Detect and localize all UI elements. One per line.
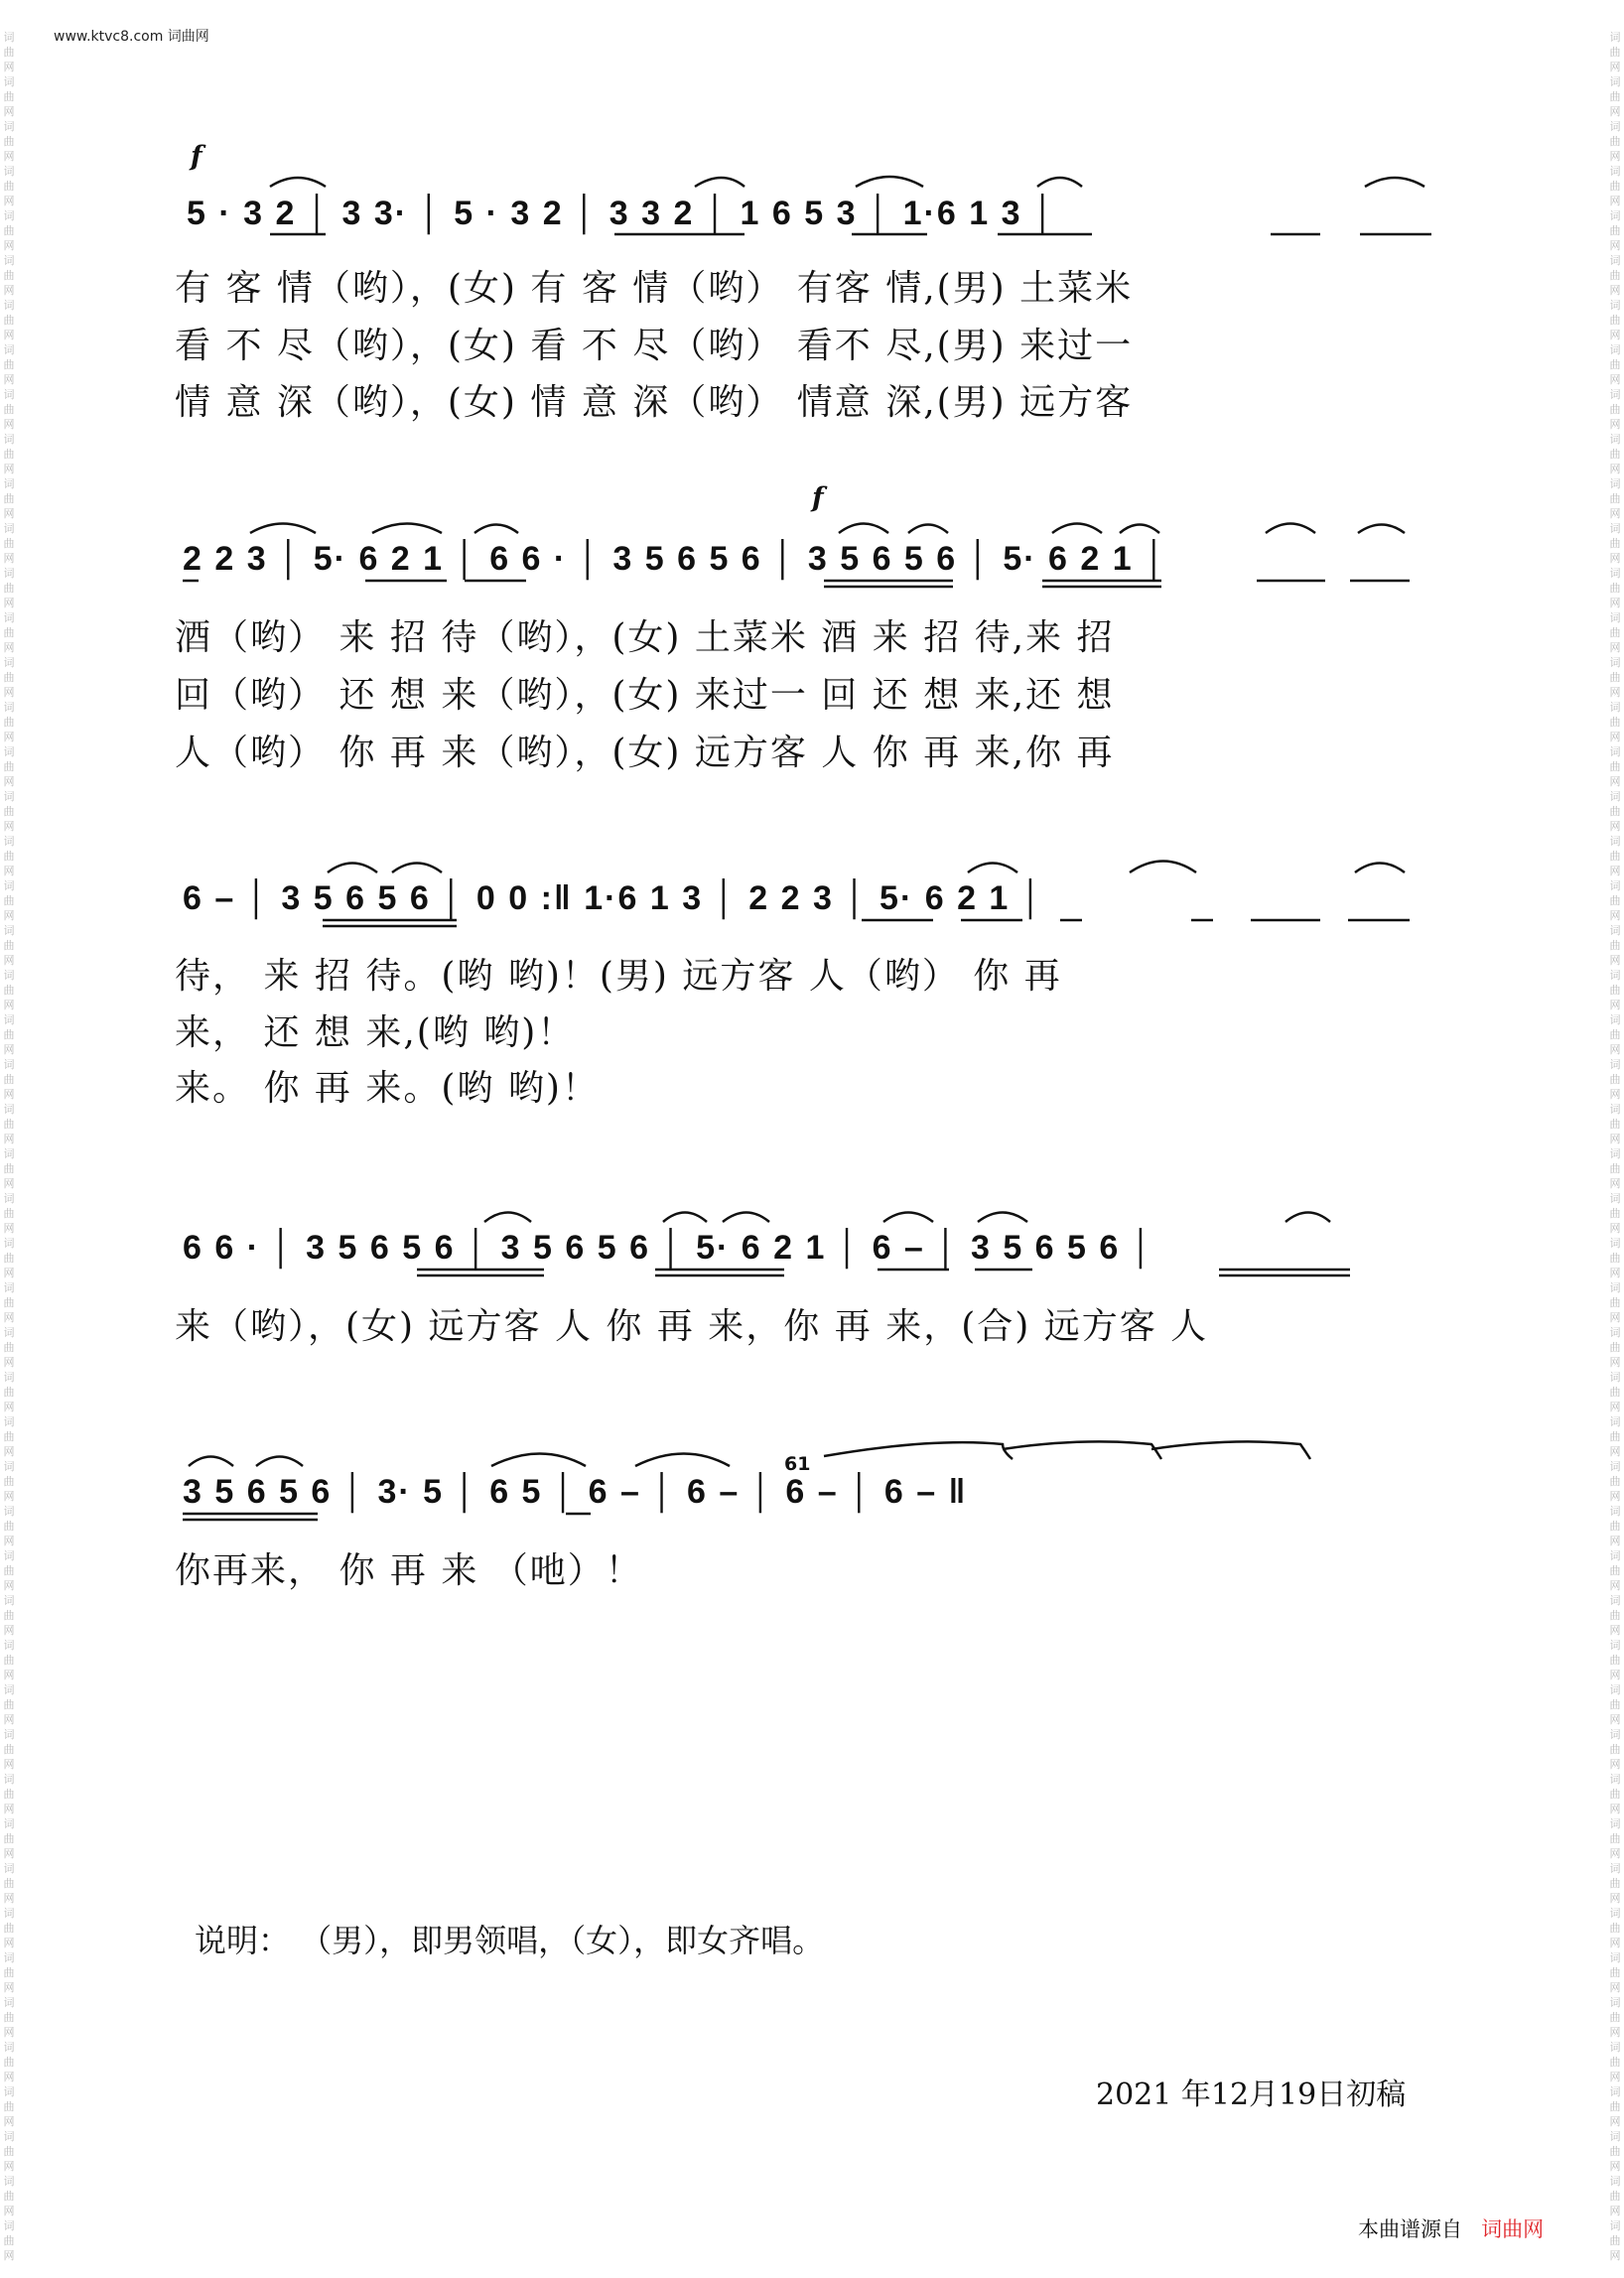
lyric-verse-2: 回（哟） 还 想 来（哟），(女) 来过一 回 还 想 来,还 想	[175, 675, 1115, 716]
credit-prefix: 本曲谱源自	[1358, 2217, 1462, 2241]
lyric-verse-3: 情 意 深（哟），(女) 情 意 深（哟） 情意 深,(男) 远方客	[175, 382, 1134, 423]
source-credit	[1358, 2213, 1544, 2243]
lyric-verse-2: 看 不 尽（哟），(女) 看 不 尽（哟） 看不 尽,(男) 来过一	[175, 326, 1134, 366]
lyric-verse-1: 有 客 情（哟），(女) 有 客 情（哟） 有客 情,(男) 土菜米	[175, 268, 1134, 309]
lyric-verse-1: 待， 来 招 待。(哟 哟)！(男) 远方客 人（哟） 你 再	[175, 956, 1062, 997]
site-watermark: www.ktvc8.com 词曲网	[54, 29, 209, 45]
footnote: 说明： （男），即男领唱，（女），即女齐唱。	[195, 1922, 825, 1959]
credit-site-link[interactable]: 词曲网	[1481, 2217, 1545, 2241]
lyric-verse-1: 来（哟），(女) 远方客 人 你 再 来，你 再 来，(合) 远方客 人	[175, 1306, 1209, 1347]
notation-line: 3 5 6 5 6 │ 3· 5 │ 6 5 │ 6 – │ 6 – │ 6 – │ 6 – ‖	[183, 1473, 968, 1511]
draft-date: 2021 年12月19日初稿	[1096, 2077, 1407, 2112]
lyric-verse-2: 来， 还 想 来,(哟 哟)！	[175, 1012, 576, 1053]
notation-line: 5 · 3 2 │ 3 3· │ 5 · 3 2 │ 3 3 2 │ 1 6 5 3 │ 1·6 1 3 │	[187, 195, 1057, 232]
notation-line: 2 2 3 │ 5· 6 2 1 │ 6 6 · │ 3 5 6 5 6 │ 3 5 6 5 6 │ 5· 6 2 1 │	[183, 540, 1168, 578]
notation-line: 6 – │ 3 5 6 5 6 │ 0 0 :‖ 1·6 1 3 │ 2 2 3 │ 5· 6 2 1 │	[183, 879, 1045, 917]
lyric-verse-1: 酒（哟） 来 招 待（哟），(女) 土菜米 酒 来 招 待,来 招	[175, 617, 1115, 658]
lyric-verse-3: 来。 你 再 来。(哟 哟)！	[175, 1068, 600, 1109]
right-watermark-strip: 词曲网词曲网词曲网词曲网词曲网词曲网词曲网词曲网词曲网词曲网词曲网词曲网词曲网词曲网词曲网词曲网词曲网词曲网词曲网词曲网词曲网词曲网词曲网词曲网词曲网词曲网词曲网词曲网词曲网词曲网词曲网词曲网词曲网词曲网词曲网词曲网词曲网词曲网词曲网词曲网词曲网词曲网词曲网词曲网词曲网词曲网词曲网词曲网词曲网词曲网	[1609, 31, 1621, 2262]
dynamic-forte: f	[191, 141, 203, 172]
grace-notes: 61	[784, 1453, 811, 1475]
dynamic-forte: f	[812, 482, 824, 513]
notation-line: 6 6 · │ 3 5 6 5 6 │ 3 5 6 5 6 │ 5· 6 2 1 │ 6 – │ 3 5 6 5 6 │	[183, 1229, 1154, 1267]
lyric-verse-3: 人（哟） 你 再 来（哟），(女) 远方客 人 你 再 来,你 再	[175, 733, 1115, 773]
left-watermark-strip: 词曲网词曲网词曲网词曲网词曲网词曲网词曲网词曲网词曲网词曲网词曲网词曲网词曲网词曲网词曲网词曲网词曲网词曲网词曲网词曲网词曲网词曲网词曲网词曲网词曲网词曲网词曲网词曲网词曲网词曲网词曲网词曲网词曲网词曲网词曲网词曲网词曲网词曲网词曲网词曲网词曲网词曲网词曲网词曲网词曲网词曲网词曲网词曲网词曲网词曲网	[3, 31, 15, 2262]
lyric-verse-1: 你再来， 你 再 来 （吔）！	[175, 1550, 643, 1591]
